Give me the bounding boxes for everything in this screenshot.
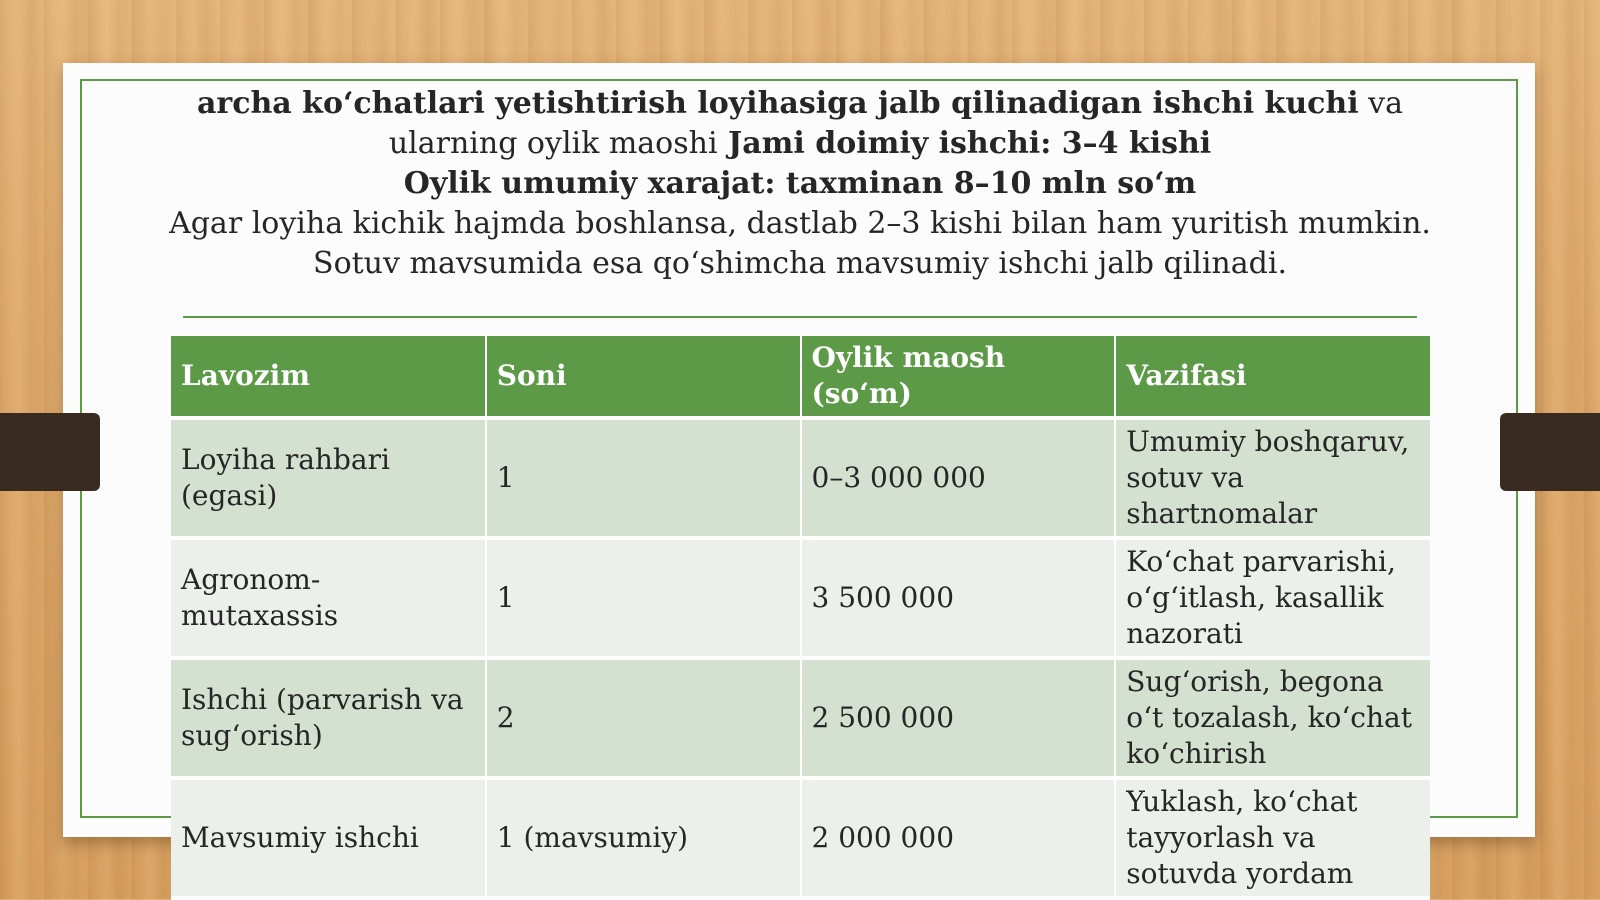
heading-title-bold: archa ko‘chatlari yetishtirish loyihasiga jalb qilinadigan ishchi kuchi — [196, 86, 1359, 121]
table-row — [171, 778, 1430, 898]
cell-vazifasi: Ko‘chat parvarishi, o‘g‘itlash, kasallik nazorati — [1115, 538, 1430, 658]
cell-lavozim: Loyiha rahbari (egasi) — [171, 418, 486, 538]
cell-lavozim: Mavsumiy ishchi — [171, 778, 486, 898]
cell-soni: 1 (mavsumiy) — [486, 778, 801, 898]
table-header-row — [171, 336, 1430, 418]
heading-line-4: Agar loyiha kichik hajmda boshlansa, dastlab 2–3 kishi bilan ham yuritish mumkin. — [169, 206, 1431, 241]
heading-salary-text: ularning oylik maoshi — [388, 126, 718, 161]
table-row — [171, 658, 1430, 778]
heading-line-2 — [100, 124, 1500, 164]
cell-soni: 1 — [486, 538, 801, 658]
heading-title-normal: va — [1358, 86, 1404, 121]
cell-soni: 2 — [486, 658, 801, 778]
staff-table — [171, 336, 1430, 900]
heading-line-5: Sotuv mavsumida esa qo‘shimcha mavsumiy ishchi jalb qilinadi. — [313, 246, 1287, 281]
monthly-cost-text: Oylik umumiy xarajat: taxminan 8–10 mln so‘m — [403, 166, 1197, 201]
table-row — [171, 538, 1430, 658]
cell-lavozim: Agronom-mutaxassis — [171, 538, 486, 658]
column-header-soni: Soni — [486, 336, 801, 418]
binder-clip-right — [1500, 413, 1600, 491]
heading-line-1 — [100, 84, 1500, 124]
slide-heading — [100, 84, 1500, 284]
cell-lavozim: Ishchi (parvarish va sug‘orish) — [171, 658, 486, 778]
cell-oylik-maosh: 2 000 000 — [801, 778, 1116, 898]
table-row — [171, 418, 1430, 538]
cell-soni: 1 — [486, 418, 801, 538]
cell-oylik-maosh: 3 500 000 — [801, 538, 1116, 658]
cell-vazifasi: Sug‘orish, begona o‘t tozalash, ko‘chat ko‘chirish — [1115, 658, 1430, 778]
heading-line-3 — [100, 164, 1500, 204]
cell-oylik-maosh: 0–3 000 000 — [801, 418, 1116, 538]
total-workers-text: Jami doimiy ishchi: 3–4 kishi — [717, 126, 1212, 161]
cell-oylik-maosh: 2 500 000 — [801, 658, 1116, 778]
column-header-vazifasi: Vazifasi — [1115, 336, 1430, 418]
cell-vazifasi: Yuklash, ko‘chat tayyorlash va sotuvda yordam — [1115, 778, 1430, 898]
heading-divider — [183, 316, 1417, 318]
column-header-lavozim: Lavozim — [171, 336, 486, 418]
column-header-oylik-maosh: Oylik maosh (so‘m) — [801, 336, 1116, 418]
binder-clip-left — [0, 413, 100, 491]
cell-vazifasi: Umumiy boshqaruv, sotuv va shartnomalar — [1115, 418, 1430, 538]
